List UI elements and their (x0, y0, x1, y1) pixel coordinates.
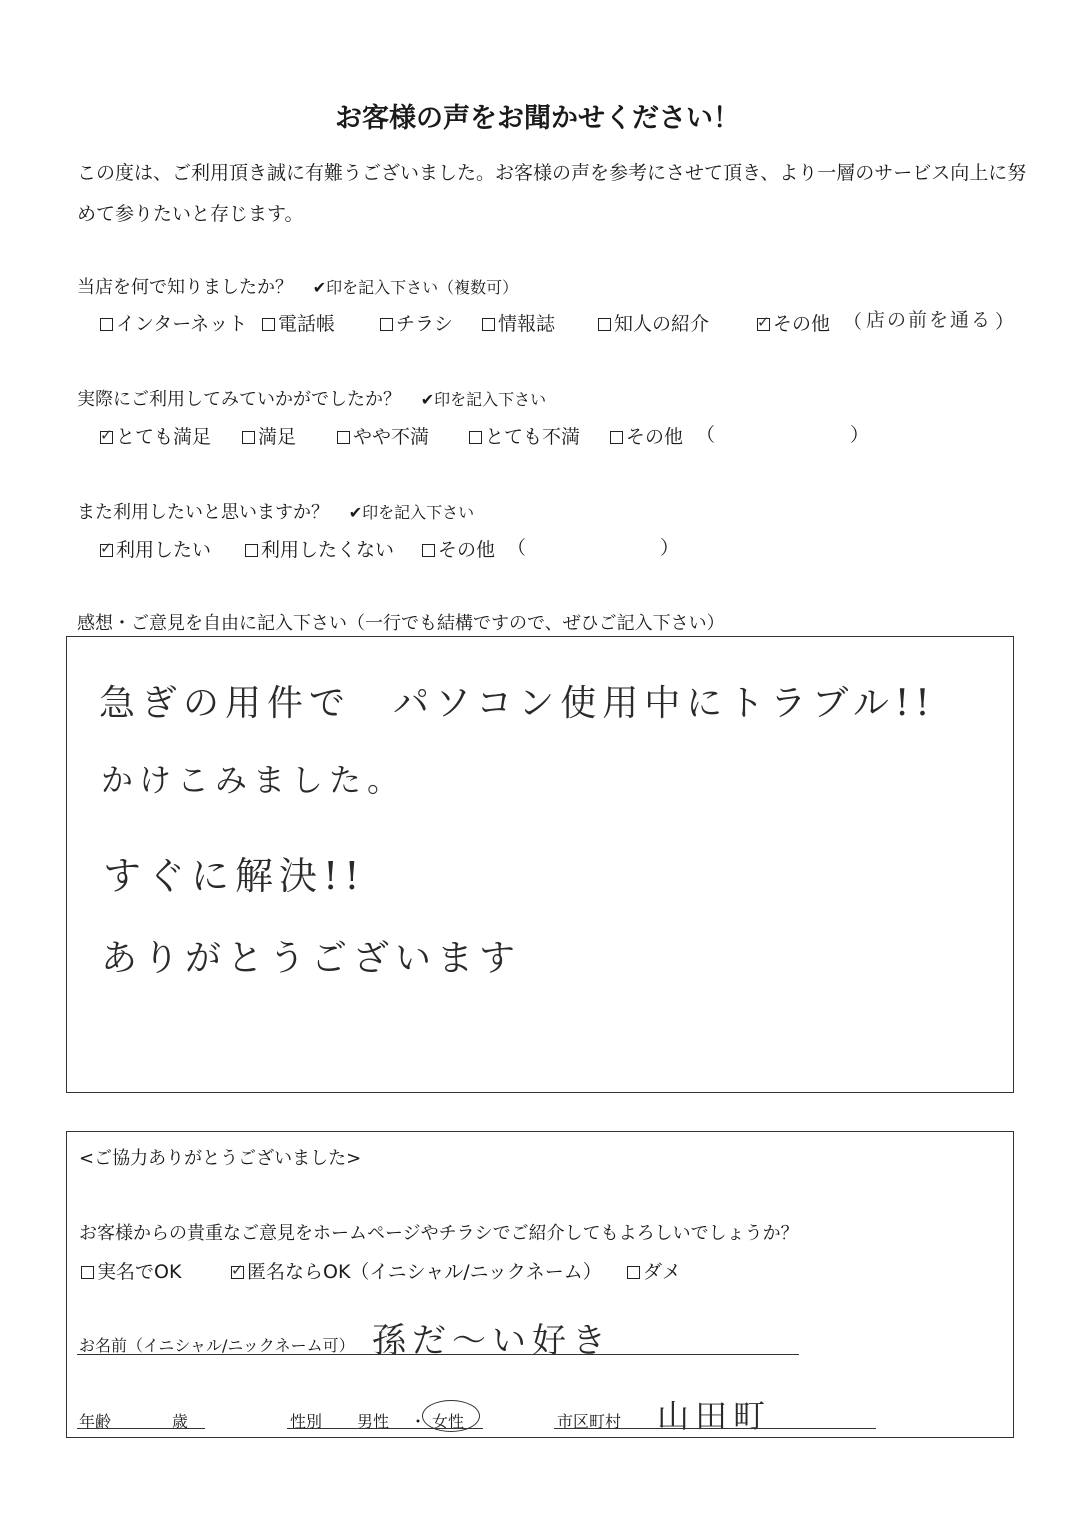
permission-option-no[interactable]: ダメ (627, 1257, 681, 1284)
q3-option-use-again[interactable]: ✓利用したい (100, 535, 211, 562)
checkbox-icon[interactable] (627, 1266, 640, 1279)
age-underline (77, 1428, 205, 1429)
comment-line: すぐに解決!! (103, 854, 366, 898)
checkbox-checked-icon[interactable] (231, 1266, 244, 1279)
comments-label: 感想・ご意見を自由に記入下さい（一行でも結構ですので、ぜひご記入下さい） (77, 613, 725, 634)
comments-box[interactable] (66, 636, 1014, 1093)
thanks-text: <ご協力ありがとうございました> (79, 1148, 362, 1169)
checkbox-icon[interactable] (262, 318, 275, 331)
q1-other-text[interactable]: 店の前を通る (866, 309, 993, 331)
permission-option-anonymous[interactable]: ✓ 匿名ならOK（イニシャル/ニックネーム） (231, 1257, 602, 1284)
checkbox-icon[interactable] (598, 318, 611, 331)
checkbox-icon[interactable] (242, 431, 255, 444)
checkbox-icon[interactable] (81, 1266, 94, 1279)
q2-option-satisfied[interactable]: 満足 (242, 422, 296, 449)
comment-line: 急ぎの用件で パソコン使用中にトラブル!! (99, 683, 936, 724)
permission-option-real-name[interactable]: 実名でOK (81, 1257, 181, 1284)
q3-hint: ✔印を記入下さい (348, 503, 475, 522)
checkbox-icon[interactable] (100, 318, 113, 331)
gender-label: 性別 (290, 1412, 323, 1431)
comment-line: かけこみました。 (101, 761, 406, 799)
permission-question: お客様からの貴重なご意見をホームページやチラシでご紹介してもよろしいでしょうか？ (79, 1223, 799, 1244)
checkbox-checked-icon[interactable] (757, 318, 770, 331)
intro-line-1: この度は、ご利用頂き誠に有難うございました。お客様の声を参考にさせて頂き、より一層のサービス向上に努 (77, 162, 1027, 184)
q1-option-referral[interactable]: 知人の紹介 (598, 309, 709, 336)
q3-question (77, 498, 474, 524)
checkbox-icon[interactable] (380, 318, 393, 331)
q3-label: また利用したいと思いますか？ (77, 502, 329, 523)
q3-option-other[interactable]: その他 (422, 535, 495, 562)
q2-label: 実際にご利用してみていかがでしたか？ (77, 389, 401, 410)
q1-other-close-paren: ） (995, 311, 1015, 333)
age-unit: 歳 (172, 1412, 189, 1431)
q2-option-somewhat-dissatisfied[interactable]: やや不満 (337, 422, 429, 449)
q2-question (77, 385, 546, 411)
q1-hint: ✔印を記入下さい（複数可） (312, 278, 519, 297)
checkbox-icon[interactable] (610, 431, 623, 444)
checkbox-icon[interactable] (337, 431, 350, 444)
checkbox-icon[interactable] (469, 431, 482, 444)
q1-other-open-paren: （ (843, 311, 863, 333)
q1-label: 当店を何で知りましたか？ (77, 277, 293, 298)
checkbox-icon[interactable] (245, 544, 258, 557)
comment-line: ありがとうございます (101, 938, 522, 979)
q1-option-flyer[interactable]: チラシ (380, 309, 453, 336)
page-title: お客様の声をお聞かせください！ (335, 103, 740, 134)
q1-option-internet[interactable]: インターネット (100, 309, 247, 336)
checkbox-icon[interactable] (482, 318, 495, 331)
q1-question (77, 273, 518, 299)
footer-panel (66, 1131, 1014, 1438)
q2-other-open-paren: （ (696, 424, 716, 446)
q2-option-other[interactable]: その他 (610, 422, 683, 449)
checkbox-icon[interactable] (422, 544, 435, 557)
q2-option-very-dissatisfied[interactable]: とても不満 (469, 422, 580, 449)
city-value[interactable]: 山田町 (657, 1397, 772, 1435)
age-label: 年齢 (79, 1412, 112, 1431)
q1-option-magazine[interactable]: 情報誌 (482, 309, 555, 336)
q1-option-phonebook[interactable]: 電話帳 (262, 309, 335, 336)
gender-underline (287, 1428, 483, 1429)
gender-female[interactable]: 女性 (432, 1412, 465, 1431)
city-underline (554, 1428, 876, 1429)
q3-other-open-paren: （ (507, 537, 527, 559)
checkbox-checked-icon[interactable] (100, 431, 113, 444)
intro-line-2: めて参りたいと存じます。 (77, 203, 304, 225)
q3-option-not-use-again[interactable]: 利用したくない (245, 535, 394, 562)
city-label: 市区町村 (557, 1412, 622, 1431)
q3-other-close-paren: ） (660, 537, 680, 559)
q2-other-close-paren: ） (850, 424, 870, 446)
gender-separator: ・ (410, 1412, 427, 1431)
q1-option-other[interactable]: ✓ その他 (757, 309, 830, 336)
name-value[interactable]: 孫だ〜い好き (372, 1321, 612, 1361)
name-label: お名前（イニシャル/ニックネーム可） (79, 1336, 355, 1355)
gender-male[interactable]: 男性 (357, 1412, 390, 1431)
q2-option-very-satisfied[interactable]: ✓とても満足 (100, 422, 211, 449)
q2-hint: ✔印を記入下さい (420, 390, 547, 409)
checkbox-checked-icon[interactable] (100, 544, 113, 557)
name-underline (77, 1354, 799, 1355)
